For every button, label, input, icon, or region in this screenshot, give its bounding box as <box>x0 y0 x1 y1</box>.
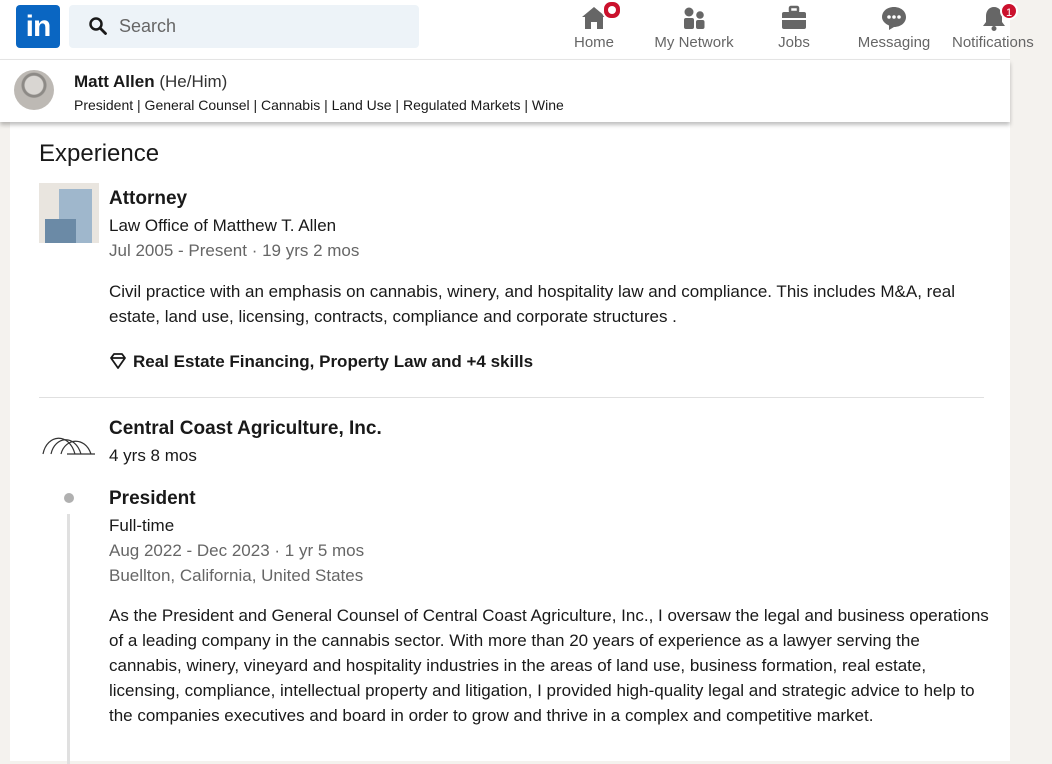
search-icon <box>89 17 107 35</box>
linkedin-logo[interactable]: in <box>16 5 60 48</box>
nav-my-network-label: My Network <box>654 34 734 51</box>
profile-pronouns: (He/Him) <box>159 72 228 91</box>
experience-section <box>10 122 1010 761</box>
divider <box>39 397 984 398</box>
timeline-dot <box>64 493 74 503</box>
nav-my-network[interactable] <box>648 0 740 60</box>
nav-messaging[interactable] <box>850 0 938 60</box>
profile-name: Matt Allen <box>74 72 155 91</box>
search-box[interactable] <box>69 5 419 48</box>
avatar[interactable] <box>14 70 54 110</box>
search-input[interactable] <box>119 5 409 48</box>
profile-name-line <box>74 72 227 92</box>
company-logo-law-office[interactable] <box>39 183 99 243</box>
section-title: Experience <box>39 140 160 167</box>
company-tenure: 4 yrs 8 mos <box>109 446 197 465</box>
company-logo-central-coast-agriculture[interactable] <box>41 430 97 456</box>
messaging-icon <box>880 4 908 32</box>
skills-link[interactable] <box>109 352 533 372</box>
nav-messaging-label: Messaging <box>857 34 931 51</box>
nav-home[interactable] <box>554 0 634 60</box>
notifications-badge: 1 <box>1000 2 1018 20</box>
company-name[interactable]: Law Office of Matthew T. Allen <box>109 216 337 235</box>
position-title: Attorney <box>109 188 188 209</box>
nav-notifications-label: Notifications <box>952 34 1034 51</box>
nav-jobs[interactable] <box>754 0 834 60</box>
diamond-icon <box>109 352 127 370</box>
nav-jobs-label: Jobs <box>778 34 810 51</box>
nav-notifications[interactable] <box>952 0 1052 60</box>
timeline-line <box>67 514 70 764</box>
position-location: Buellton, California, United States <box>109 566 364 585</box>
top-nav <box>0 0 1034 60</box>
skills-text: Real Estate Financing, Property Law and +4 skills <box>133 352 534 371</box>
position-description: As the President and General Counsel of Central Coast Agriculture, Inc., I oversaw the legal and business operations of a leading company in the cannabis sector. With more than 20 years of experience as a lawyer serving the cannabis, winery, vineyard and hospitality industries in the areas of land use, business formation, real estate, licensing, compliance, intellectual property and litigation, I provided high-quality legal and strategic advice to help to the companies executives and board in order to grow and thrive in a complex and competitive market. <box>109 606 989 725</box>
network-icon <box>680 4 708 32</box>
position-dates: Jul 2005 - Present · 19 yrs 2 mos <box>109 241 360 260</box>
profile-headline: President | General Counsel | Cannabis | Land Use | Regulated Markets | Wine <box>74 97 564 113</box>
position-dates: Aug 2022 - Dec 2023 · 1 yr 5 mos <box>109 541 365 560</box>
nav-home-label: Home <box>573 34 614 51</box>
position-title: President <box>109 488 196 509</box>
company-title[interactable]: Central Coast Agriculture, Inc. <box>109 418 382 439</box>
home-badge-dot <box>602 0 622 20</box>
profile-sticky-bar <box>0 60 1010 122</box>
briefcase-icon <box>780 4 808 32</box>
employment-type: Full-time <box>109 516 175 535</box>
position-description: Civil practice with an emphasis on cannabis, winery, and hospitality law and compliance. This includes M&A, real estate, land use, licensing, contracts, compliance and corporate structures . <box>109 282 955 326</box>
